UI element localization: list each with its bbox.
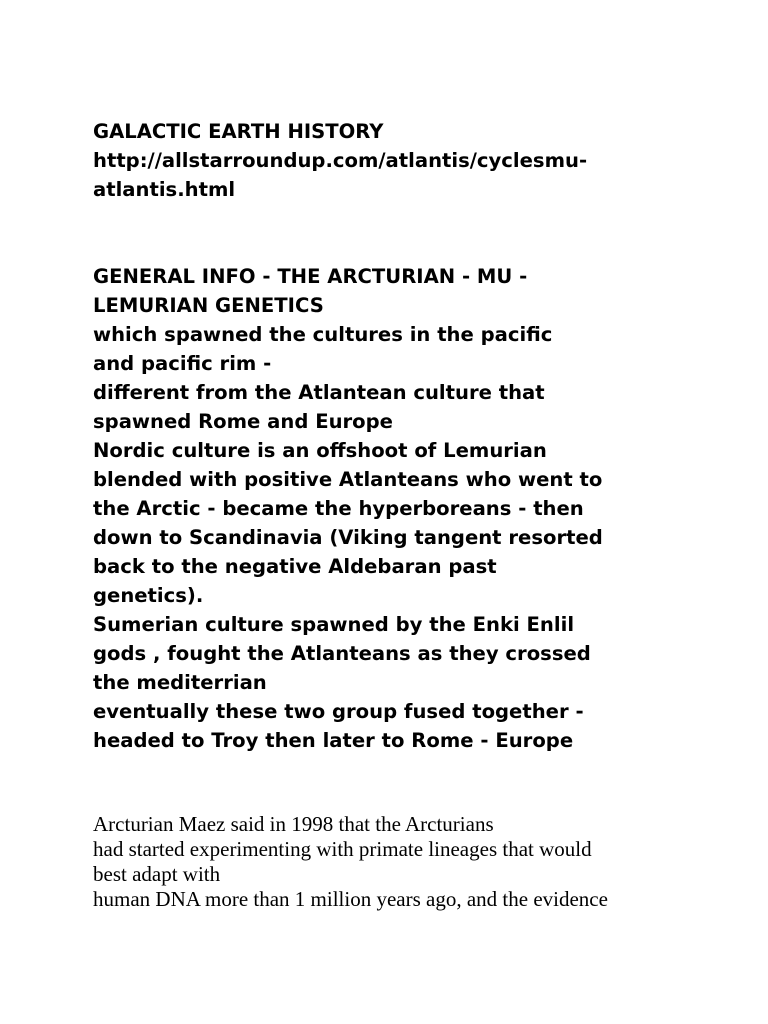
title-block bbox=[93, 117, 693, 204]
paragraph-line: best adapt with bbox=[93, 862, 221, 886]
info-text-line: eventually these two group fused together - bbox=[93, 700, 584, 723]
info-text-line: blended with positive Atlanteans who went to bbox=[93, 468, 603, 491]
info-text-line: down to Scandinavia (Viking tangent resorted bbox=[93, 526, 603, 549]
info-text-line: gods , fought the Atlanteans as they crossed bbox=[93, 642, 591, 665]
info-text-line: Nordic culture is an offshoot of Lemurian bbox=[93, 439, 547, 462]
paragraph-line: had started experimenting with primate lineages that would bbox=[93, 837, 592, 861]
info-heading-line-2: LEMURIAN GENETICS bbox=[93, 294, 324, 317]
info-text-line: which spawned the cultures in the pacific bbox=[93, 323, 553, 346]
info-text-line: genetics). bbox=[93, 584, 204, 607]
info-heading-line-1: GENERAL INFO - THE ARCTURIAN - MU - bbox=[93, 265, 528, 288]
info-text-line: and pacific rim - bbox=[93, 352, 272, 375]
document-title: GALACTIC EARTH HISTORY bbox=[93, 120, 384, 143]
source-url-line-1: http://allstarroundup.com/atlantis/cyclesmu- bbox=[93, 149, 588, 172]
arcturian-paragraph bbox=[93, 812, 713, 912]
info-text-line: back to the negative Aldebaran past bbox=[93, 555, 497, 578]
source-url-line-2: atlantis.html bbox=[93, 178, 236, 201]
paragraph-line: human DNA more than 1 million years ago, and the evidence bbox=[93, 887, 608, 911]
paragraph-line: Arcturian Maez said in 1998 that the Arcturians bbox=[93, 812, 494, 836]
info-text-line: Sumerian culture spawned by the Enki Enlil bbox=[93, 613, 575, 636]
info-text-line: the Arctic - became the hyperboreans - then bbox=[93, 497, 584, 520]
info-text-line: different from the Atlantean culture that bbox=[93, 381, 545, 404]
info-text-line: spawned Rome and Europe bbox=[93, 410, 393, 433]
info-text-line: the mediterrian bbox=[93, 671, 267, 694]
info-text-line: headed to Troy then later to Rome - Europe bbox=[93, 729, 574, 752]
general-info-block bbox=[93, 262, 693, 755]
